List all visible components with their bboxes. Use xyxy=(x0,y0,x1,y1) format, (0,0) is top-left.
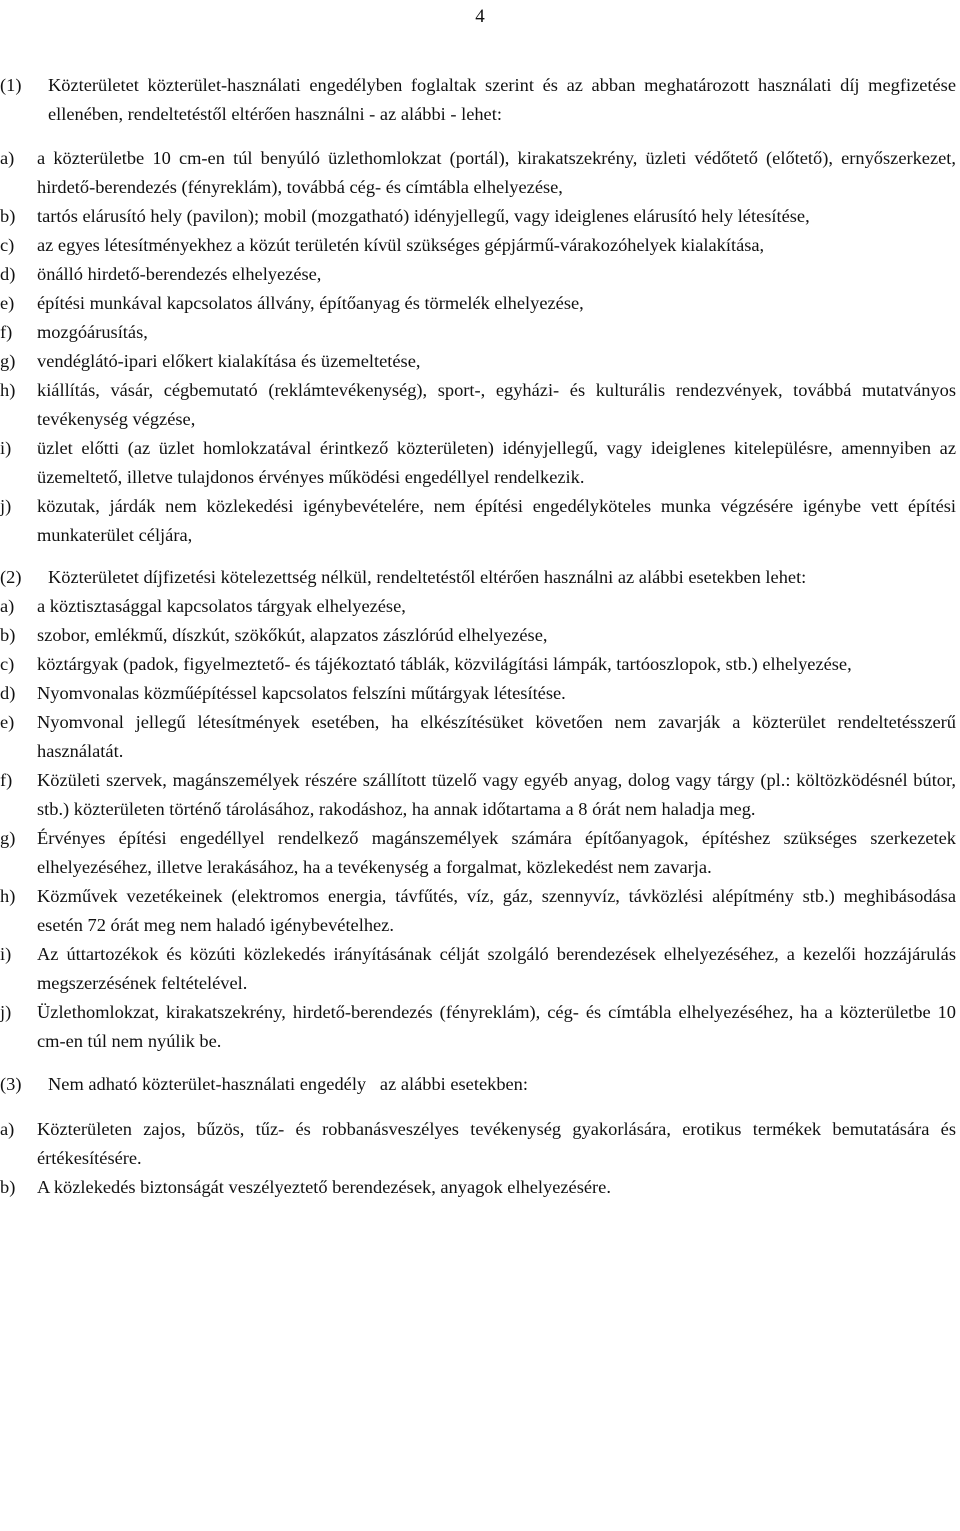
section-3-list xyxy=(0,1115,956,1202)
item-text: Érvényes építési engedéllyel rendelkező magánszemélyek számára építőanyagok, építéshez szükséges szerkezetek elhelyezéséhez, illetve lerakásához, ha a tevékenység a forgalmat, közlekedést nem zavarja. xyxy=(37,828,956,877)
item-text: vendéglátó-ipari előkert kialakítása és üzemeltetése, xyxy=(37,351,421,371)
list-item xyxy=(0,882,956,940)
list-item xyxy=(0,1173,956,1202)
item-text: Üzlethomlokzat, kirakatszekrény, hirdető-berendezés (fényreklám), cég- és címtábla elhelyezéséhez, ha a közterületbe 10 cm-en túl nem nyúlik be. xyxy=(37,1002,956,1051)
item-letter: b) xyxy=(0,206,16,226)
page-number: 4 xyxy=(475,6,485,27)
list-item xyxy=(0,650,956,679)
item-letter: d) xyxy=(0,683,16,703)
list-item xyxy=(0,621,956,650)
section-1-list xyxy=(0,144,956,550)
list-item xyxy=(0,592,956,621)
item-letter: g) xyxy=(0,828,16,848)
section-intro: Közterületet díjfizetési kötelezettség nélkül, rendeltetéstől eltérően használni az alábbi esetekben lehet: xyxy=(48,567,807,587)
item-text: közutak, járdák nem közlekedési igénybevételére, nem építési engedélyköteles munka végzésére igénybe vett építési munkaterület céljára, xyxy=(37,496,956,545)
section-2-list xyxy=(0,592,956,1056)
list-item xyxy=(0,940,956,998)
list-item xyxy=(0,1115,956,1173)
section-intro: Nem adható közterület-használati engedély az alábbi esetekben: xyxy=(48,1074,528,1094)
section-number: (1) xyxy=(0,75,22,95)
item-text: a köztisztasággal kapcsolatos tárgyak elhelyezése, xyxy=(37,596,406,616)
section-number: (2) xyxy=(0,567,22,587)
item-text: Közületi szervek, magánszemélyek részére szállított tüzelő vagy egyéb anyag, dolog vagy tárgy (pl.: költözködésnél bútor, stb.) közterületen történő tárolásához, rakodáshoz, ha annak időtartama a 8 órát nem haladja meg. xyxy=(37,770,956,819)
list-item xyxy=(0,202,956,231)
list-item xyxy=(0,376,956,434)
item-text: önálló hirdető-berendezés elhelyezése, xyxy=(37,264,322,284)
document-body xyxy=(0,71,956,1202)
item-letter: c) xyxy=(0,235,15,255)
item-text: az egyes létesítményekhez a közút területén kívül szükséges gépjármű-várakozóhelyek kialakítása, xyxy=(37,235,765,255)
list-item xyxy=(0,824,956,882)
section-intro: Közterületet közterület-használati engedélyben foglaltak szerint és az abban meghatározott használati díj megfizetése ellenében, rendeltetéstől eltérően használni - az alábbi - lehet: xyxy=(48,75,956,124)
section-heading xyxy=(0,71,956,129)
list-item xyxy=(0,289,956,318)
section-heading xyxy=(0,563,956,592)
item-text: Nyomvonalas közműépítéssel kapcsolatos felszíni műtárgyak létesítése. xyxy=(37,683,566,703)
item-text: mozgóárusítás, xyxy=(37,322,148,342)
item-letter: f) xyxy=(0,770,13,790)
list-item xyxy=(0,679,956,708)
item-text: üzlet előtti (az üzlet homlokzatával érintkező közterületen) idényjellegű, vagy ideiglenes kitelepülésre, amennyiben az üzemeltető, illetve tulajdonos érvényes működési engedéllyel rendelkezik. xyxy=(37,438,956,487)
section-number: (3) xyxy=(0,1074,22,1094)
item-letter: e) xyxy=(0,712,15,732)
item-text: a közterületbe 10 cm-en túl benyúló üzlethomlokzat (portál), kirakatszekrény, üzleti védőtető (előtető), ernyőszerkezet, hirdető-berendezés (fényreklám), továbbá cég- és címtábla elhelyezése, xyxy=(37,148,956,197)
section-3 xyxy=(0,1070,956,1202)
item-text: köztárgyak (padok, figyelmeztető- és tájékoztató táblák, közvilágítási lámpák, tartóoszlopok, stb.) elhelyezése, xyxy=(37,654,852,674)
item-text: tartós elárusító hely (pavilon); mobil (mozgatható) idényjellegű, vagy ideiglenes elárusító hely létesítése, xyxy=(37,206,810,226)
item-letter: i) xyxy=(0,438,12,458)
section-heading xyxy=(0,1070,956,1099)
item-letter: d) xyxy=(0,264,16,284)
list-item xyxy=(0,260,956,289)
list-item xyxy=(0,434,956,492)
item-text: építési munkával kapcsolatos állvány, építőanyag és törmelék elhelyezése, xyxy=(37,293,584,313)
item-letter: f) xyxy=(0,322,13,342)
section-2 xyxy=(0,563,956,1056)
item-text: kiállítás, vásár, cégbemutató (reklámtevékenység), sport-, egyházi- és kulturális rendezvények, továbbá mutatványos tevékenység végzése, xyxy=(37,380,956,429)
item-text: szobor, emlékmű, díszkút, szökőkút, alapzatos zászlórúd elhelyezése, xyxy=(37,625,548,645)
item-letter: b) xyxy=(0,625,16,645)
list-item xyxy=(0,998,956,1056)
item-text: Nyomvonal jellegű létesítmények esetében, ha elkészítésüket követően nem zavarják a közterület rendeltetésszerű használatát. xyxy=(37,712,956,761)
list-item xyxy=(0,708,956,766)
item-text: Közművek vezetékeinek (elektromos energia, távfűtés, víz, gáz, szennyvíz, távközlési alépítmény stb.) meghibásodása esetén 72 órát meg nem haladó igénybevételhez. xyxy=(37,886,956,935)
list-item xyxy=(0,492,956,550)
item-letter: b) xyxy=(0,1177,16,1197)
item-text: Közterületen zajos, bűzös, tűz- és robbanásveszélyes tevékenység gyakorlására, erotikus termékek bemutatására és értékesítésére. xyxy=(37,1119,956,1168)
item-letter: a) xyxy=(0,1119,15,1139)
item-letter: a) xyxy=(0,596,15,616)
list-item xyxy=(0,318,956,347)
item-letter: a) xyxy=(0,148,15,168)
item-letter: j) xyxy=(0,496,12,516)
item-letter: j) xyxy=(0,1002,12,1022)
list-item xyxy=(0,144,956,202)
list-item xyxy=(0,231,956,260)
item-letter: g) xyxy=(0,351,16,371)
item-letter: h) xyxy=(0,380,16,400)
item-letter: c) xyxy=(0,654,15,674)
item-text: A közlekedés biztonságát veszélyeztető berendezések, anyagok elhelyezésére. xyxy=(37,1177,611,1197)
list-item xyxy=(0,347,956,376)
item-letter: h) xyxy=(0,886,16,906)
item-letter: e) xyxy=(0,293,15,313)
list-item xyxy=(0,766,956,824)
item-letter: i) xyxy=(0,944,12,964)
item-text: Az úttartozékok és közúti közlekedés irányításának célját szolgáló berendezések elhelyezéséhez, a kezelői hozzájárulás megszerzésének feltételével. xyxy=(37,944,956,993)
section-1 xyxy=(0,71,956,550)
